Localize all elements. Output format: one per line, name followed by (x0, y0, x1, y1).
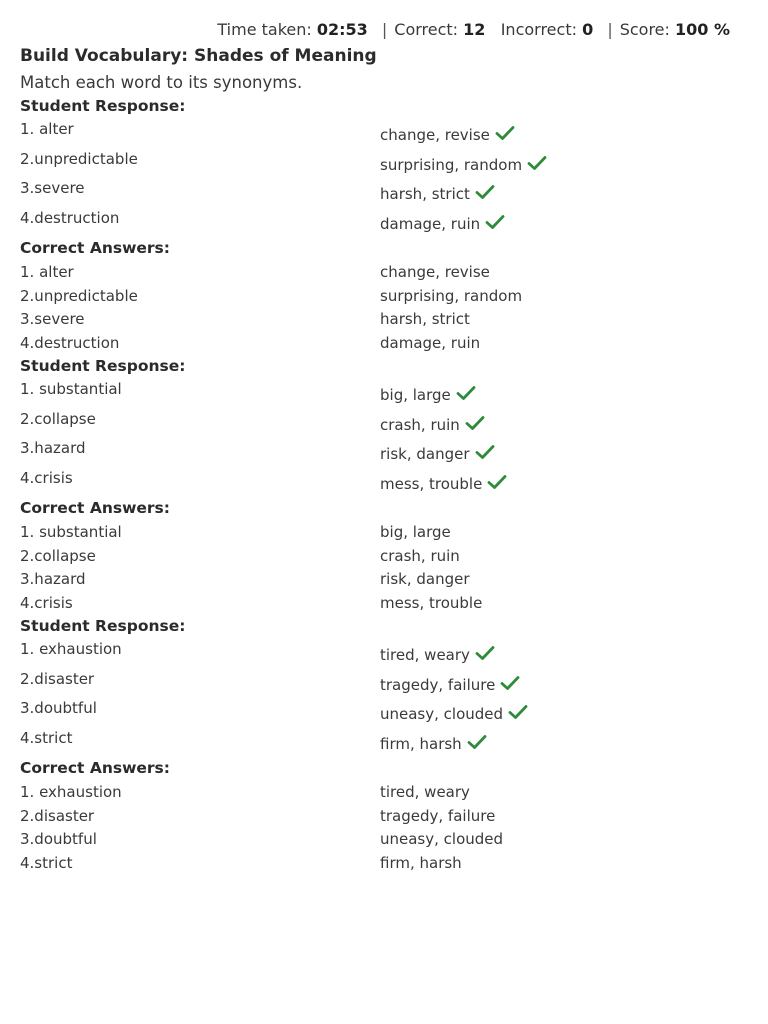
correct-answer-row (20, 591, 740, 615)
student-answer (380, 702, 528, 726)
checkmark-icon (467, 733, 487, 749)
student-response-row (20, 177, 740, 207)
student-answer-text: crash, ruin (380, 415, 460, 434)
correct-answer-row (20, 544, 740, 568)
quiz-results (20, 44, 740, 874)
correct-answer-text: damage, ruin (380, 333, 481, 352)
checkmark-icon (475, 183, 495, 199)
vocab-word: 1. alter (20, 120, 74, 138)
score-summary-bar (217, 20, 730, 39)
vocab-word: 2.unpredictable (20, 286, 138, 305)
vocab-word: 3.hazard (20, 439, 86, 457)
correct-answers-heading: Correct Answers: (20, 499, 170, 517)
vocab-word: 4.strict (20, 853, 73, 872)
correct-answer-row (20, 284, 740, 308)
correct-answer-row (20, 780, 740, 804)
correct-answers-heading: Correct Answers: (20, 759, 170, 777)
checkmark-icon (456, 384, 476, 400)
correct-count-value: 12 (463, 20, 486, 39)
correct-answer-text: mess, trouble (380, 593, 483, 612)
vocab-word: 4.crisis (20, 468, 73, 487)
correct-answers-heading: Correct Answers: (20, 239, 170, 257)
vocab-word: 3.severe (20, 310, 85, 328)
score-value: 100 % (675, 20, 730, 39)
incorrect-count-value: 0 (582, 20, 594, 39)
time-taken-label: Time taken: (217, 20, 312, 39)
correct-answer-row (20, 260, 740, 284)
student-response-row (20, 668, 740, 698)
student-answer (380, 413, 485, 437)
student-response-heading: Student Response: (20, 357, 186, 375)
checkmark-icon (475, 443, 495, 459)
student-response-row (20, 118, 740, 148)
checkmark-icon (508, 703, 528, 719)
result-section (20, 94, 740, 354)
vocab-word: 2.disaster (20, 669, 95, 688)
correct-answer-row (20, 520, 740, 544)
vocab-word: 2.collapse (20, 409, 96, 428)
student-response-row (20, 408, 740, 438)
correct-answer-text: tired, weary (380, 783, 470, 801)
correct-answer-text: big, large (380, 523, 451, 541)
stats-separator: | (381, 20, 388, 39)
student-response-row (20, 727, 740, 757)
student-answer-text: surprising, random (380, 155, 523, 174)
page-title: Build Vocabulary: Shades of Meaning (20, 46, 377, 66)
student-response-row (20, 378, 740, 408)
checkmark-icon (495, 124, 515, 140)
student-answer-text: risk, danger (380, 445, 470, 463)
checkmark-icon (500, 674, 520, 690)
student-answer (380, 383, 476, 407)
correct-answer-row (20, 331, 740, 355)
correct-answer-text: surprising, random (380, 286, 523, 305)
student-answer (380, 472, 507, 496)
results-sections (20, 94, 740, 874)
time-taken-value: 02:53 (316, 20, 368, 39)
student-response-heading: Student Response: (20, 617, 186, 635)
student-answer-text: uneasy, clouded (380, 705, 504, 723)
checkmark-icon (487, 473, 507, 489)
vocab-word: 2.collapse (20, 546, 96, 565)
checkmark-icon (485, 213, 505, 229)
score-label: Score: (619, 20, 670, 39)
student-answer-text: change, revise (380, 126, 490, 144)
correct-answer-text: uneasy, clouded (380, 830, 504, 848)
student-answer (380, 673, 520, 697)
correct-answer-row (20, 804, 740, 828)
correct-answer-text: tragedy, failure (380, 806, 496, 825)
vocab-word: 4.destruction (20, 333, 120, 352)
student-answer (380, 643, 495, 667)
student-response-row (20, 148, 740, 178)
vocab-word: 2.unpredictable (20, 149, 138, 168)
result-section (20, 354, 740, 614)
checkmark-icon (527, 154, 547, 170)
student-answer (380, 442, 495, 466)
correct-answer-text: harsh, strict (380, 310, 470, 328)
stats-separator: | (607, 20, 613, 39)
vocab-word: 3.doubtful (20, 830, 97, 848)
vocab-word: 3.hazard (20, 570, 86, 588)
result-section (20, 614, 740, 874)
student-response-row (20, 638, 740, 668)
incorrect-count-label: Incorrect: (500, 20, 577, 39)
student-answer-text: tired, weary (380, 646, 470, 664)
correct-answer-row (20, 827, 740, 851)
student-answer-text: harsh, strict (380, 185, 470, 203)
vocab-word: 2.disaster (20, 806, 95, 825)
checkmark-icon (475, 644, 495, 660)
correct-answer-row (20, 567, 740, 591)
student-answer-text: damage, ruin (380, 214, 481, 233)
vocab-word: 1. exhaustion (20, 640, 122, 658)
correct-count-label: Correct: (394, 20, 459, 39)
student-answer-text: firm, harsh (380, 734, 462, 753)
vocab-word: 3.doubtful (20, 699, 97, 717)
checkmark-icon (465, 414, 485, 430)
correct-answer-text: risk, danger (380, 570, 470, 588)
student-answer (380, 153, 547, 177)
student-answer (380, 732, 487, 756)
vocab-word: 4.strict (20, 728, 73, 747)
vocab-word: 1. substantial (20, 523, 122, 541)
student-response-row (20, 467, 740, 497)
student-answer-text: mess, trouble (380, 474, 483, 493)
student-answer-text: tragedy, failure (380, 675, 496, 694)
student-answer (380, 182, 495, 206)
student-response-heading: Student Response: (20, 97, 186, 115)
student-response-row (20, 437, 740, 467)
correct-answer-text: change, revise (380, 263, 490, 281)
instructions-text: Match each word to its synonyms. (20, 73, 303, 92)
correct-answer-text: firm, harsh (380, 853, 462, 872)
student-response-row (20, 207, 740, 237)
vocab-word: 1. alter (20, 263, 74, 281)
student-answer-text: big, large (380, 386, 451, 404)
vocab-word: 4.crisis (20, 593, 73, 612)
correct-answer-row (20, 307, 740, 331)
correct-answer-row (20, 851, 740, 875)
student-answer (380, 123, 515, 147)
correct-answer-text: crash, ruin (380, 546, 460, 565)
vocab-word: 4.destruction (20, 208, 120, 227)
student-answer (380, 212, 505, 236)
vocab-word: 1. exhaustion (20, 783, 122, 801)
vocab-word: 1. substantial (20, 380, 122, 398)
student-response-row (20, 697, 740, 727)
vocab-word: 3.severe (20, 179, 85, 197)
